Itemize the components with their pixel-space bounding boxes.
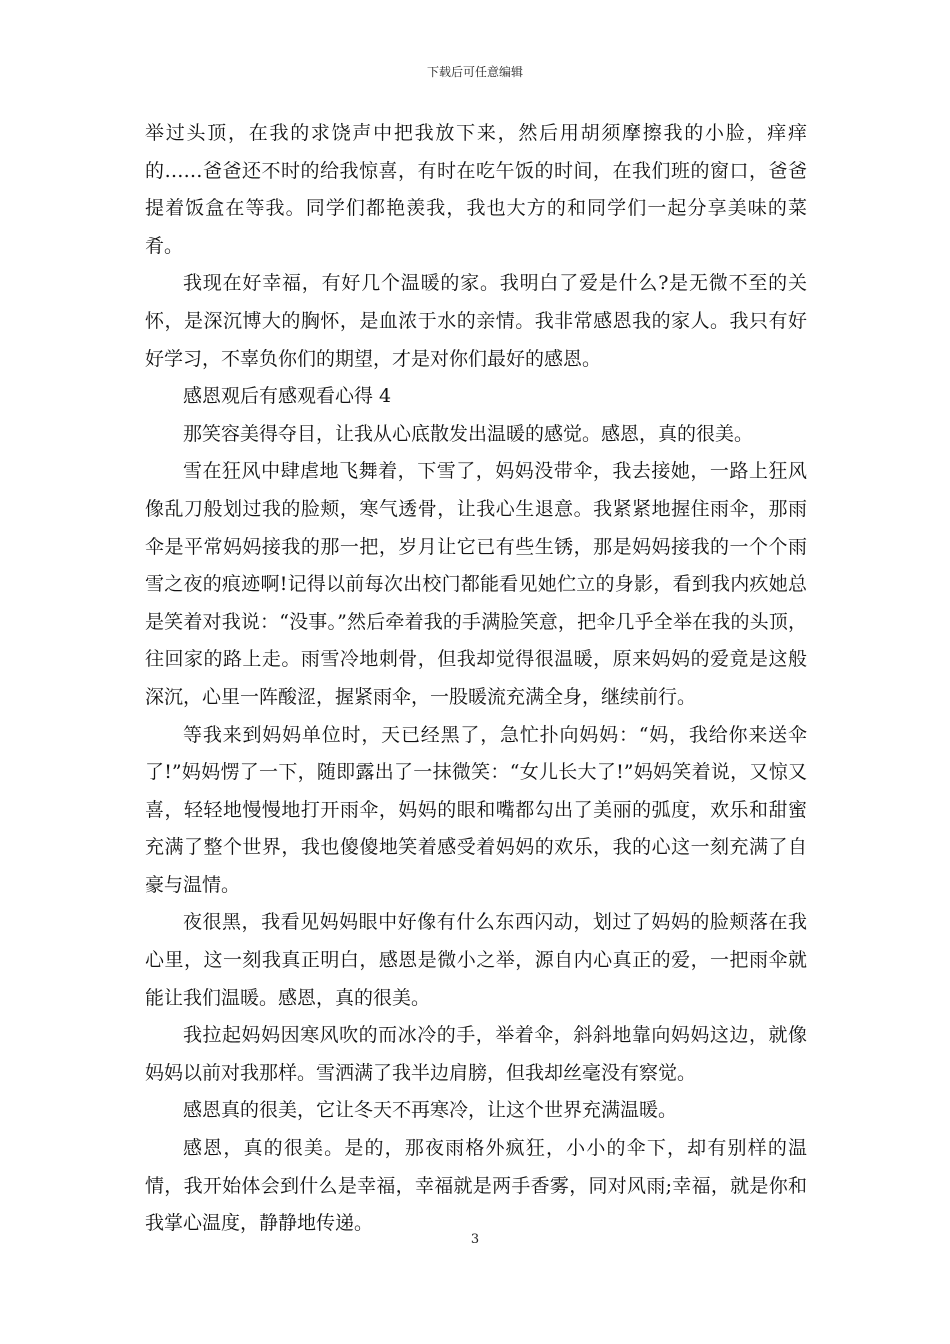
paragraph: 等我来到妈妈单位时，天已经黑了，急忙扑向妈妈：“妈，我给你来送伞了!”妈妈愣了一下，随即露出了一抹微笑：“女儿长大了!”妈妈笑着说，又惊又喜，轻轻地慢慢地打开雨伞，妈妈的眼和嘴都勾出了美丽的弧度，欢乐和甜蜜充满了整个世界，我也傻傻地笑着感受着妈妈的欢乐，我的心这一刻充满了自豪与温情。	[145, 723, 807, 896]
section-heading: 感恩观后有感观看心得 4	[183, 385, 392, 408]
document-body	[145, 115, 807, 1243]
paragraph-continued: 举过头顶，在我的求饶声中把我放下来，然后用胡须摩擦我的小脸，痒痒的……爸爸还不时的给我惊喜，有时在吃午饭的时间，在我们班的窗口，爸爸提着饭盒在等我。同学们都艳羡我，我也大方的和同学们一起分享美味的菜肴。	[145, 122, 807, 257]
paragraph: 我现在好幸福，有好几个温暖的家。我明白了爱是什么?是无微不至的关怀，是深沉博大的胸怀，是血浓于水的亲情。我非常感恩我的家人。我只有好好学习，不辜负你们的期望，才是对你们最好的感恩。	[145, 272, 807, 370]
paragraph: 那笑容美得夺目，让我从心底散发出温暖的感觉。感恩，真的很美。	[183, 422, 754, 445]
paragraph: 感恩，真的很美。是的，那夜雨格外疯狂，小小的伞下，却有别样的温情，我开始体会到什么是幸福，幸福就是两手香雾，同对风雨;幸福，就是你和我掌心温度，静静地传递。	[145, 1137, 807, 1235]
page-header: 下载后可任意编辑	[426, 65, 523, 79]
page-number: 3	[470, 1232, 480, 1247]
paragraph: 夜很黑，我看见妈妈眼中好像有什么东西闪动，划过了妈妈的脸颊落在我心里，这一刻我真正明白，感恩是微小之举，源自内心真正的爱，一把雨伞就能让我们温暖。感恩，真的很美。	[145, 911, 807, 1009]
paragraph: 雪在狂风中肆虐地飞舞着，下雪了，妈妈没带伞，我去接她，一路上狂风像乱刀般划过我的脸颊，寒气透骨，让我心生退意。我紧紧地握住雨伞，那雨伞是平常妈妈接我的那一把，岁月让它已有些生锈，那是妈妈接我的一个个雨雪之夜的痕迹啊!记得以前每次出校门都能看见她伫立的身影，看到我内疚她总是笑着对我说：“没事。”然后牵着我的手满脸笑意，把伞几乎全举在我的头顶，往回家的路上走。雨雪冷地刺骨，但我却觉得很温暖，原来妈妈的爱竟是这般深沉，心里一阵酸涩，握紧雨伞，一股暖流充满全身，继续前行。	[145, 460, 807, 708]
paragraph: 我拉起妈妈因寒风吹的而冰冷的手，举着伞，斜斜地靠向妈妈这边，就像妈妈以前对我那样。雪洒满了我半边肩膀，但我却丝毫没有察觉。	[145, 1024, 807, 1084]
paragraph: 感恩真的很美，它让冬天不再寒冷，让这个世界充满温暖。	[183, 1099, 678, 1122]
